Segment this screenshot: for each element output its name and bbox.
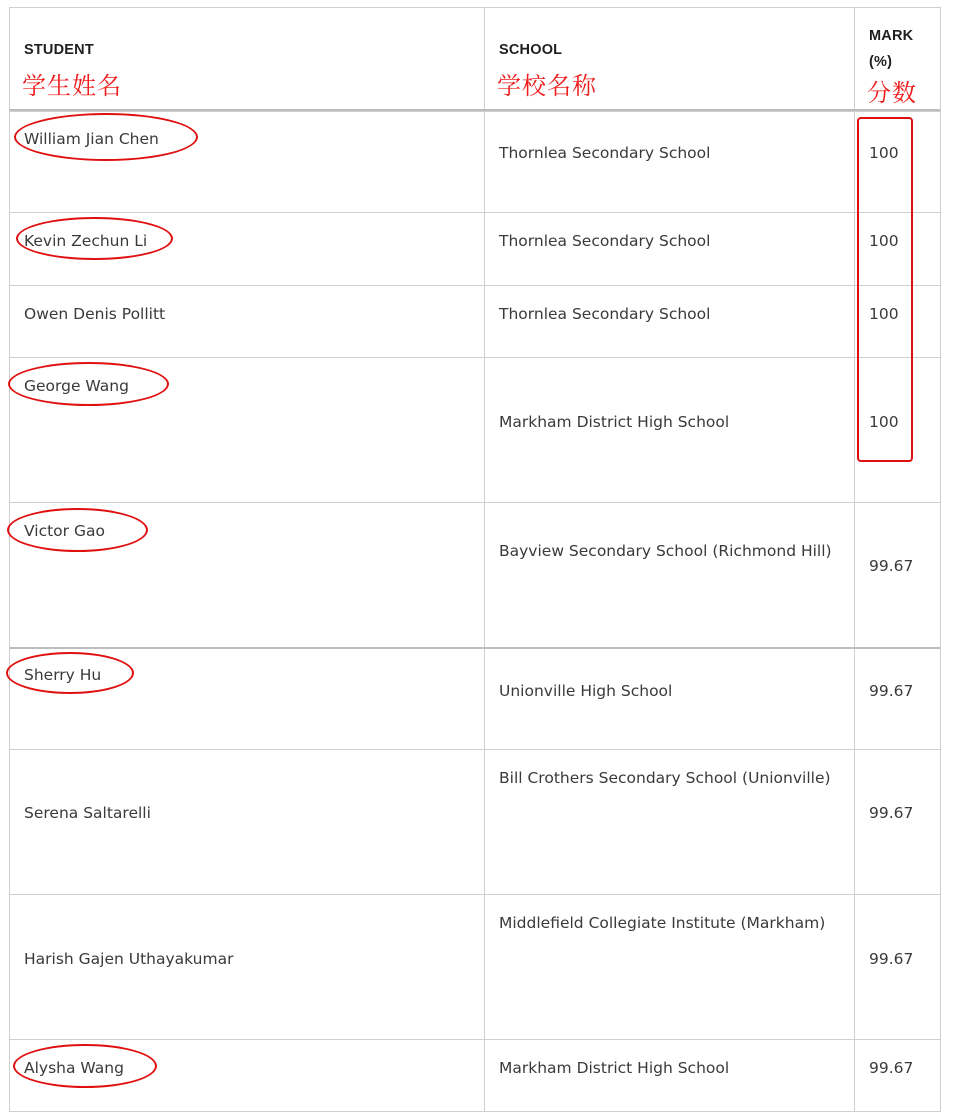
header-school-cell (485, 8, 855, 109)
table-row (10, 285, 940, 357)
student-name: Owen Denis Pollitt (24, 305, 166, 323)
header-mark: MARK (869, 28, 914, 44)
table-row (10, 894, 940, 1039)
mark-value: 99.67 (869, 557, 914, 575)
school-name: Middlefield Collegiate Institute (Markham) (499, 914, 826, 932)
mark-value: 100 (869, 413, 899, 431)
school-name: Unionville High School (499, 682, 673, 700)
header-school: SCHOOL (499, 42, 563, 58)
mark-value: 99.67 (869, 804, 914, 822)
student-name: Victor Gao (24, 522, 105, 540)
mark-value: 100 (869, 232, 899, 250)
school-name: Bill Crothers Secondary School (Unionville) (499, 769, 831, 787)
mark-value: 99.67 (869, 950, 914, 968)
student-name: Sherry Hu (24, 666, 102, 684)
annotation-oval-victor (7, 508, 148, 552)
header-school-cn: 学校名称 (497, 72, 597, 100)
table-row (10, 749, 940, 894)
annotation-oval-sherry (6, 652, 134, 694)
student-name: William Jian Chen (24, 130, 159, 148)
school-name: Markham District High School (499, 1059, 730, 1077)
school-name: Thornlea Secondary School (499, 144, 711, 162)
table-row (10, 502, 940, 647)
header-student-cell (10, 8, 485, 109)
header-mark-cn: 分数 (867, 79, 917, 107)
mark-value: 99.67 (869, 682, 914, 700)
header-student: STUDENT (24, 42, 94, 58)
mark-value: 99.67 (869, 1059, 914, 1077)
table-row (10, 647, 940, 749)
student-name: Serena Saltarelli (24, 804, 151, 822)
student-name: Alysha Wang (24, 1059, 124, 1077)
header-student-cn: 学生姓名 (22, 72, 122, 100)
annotation-oval-william (14, 113, 198, 161)
school-name: Thornlea Secondary School (499, 305, 711, 323)
header-mark-cell (855, 8, 940, 109)
mark-value: 100 (869, 305, 899, 323)
results-table (9, 7, 941, 1112)
school-name: Thornlea Secondary School (499, 232, 711, 250)
student-name: George Wang (24, 377, 129, 395)
school-name: Bayview Secondary School (Richmond Hill) (499, 542, 832, 560)
annotation-oval-alysha (13, 1044, 157, 1088)
annotation-oval-george (8, 362, 169, 406)
student-name: Kevin Zechun Li (24, 232, 148, 250)
mark-value: 100 (869, 144, 899, 162)
student-name: Harish Gajen Uthayakumar (24, 950, 234, 968)
school-name: Markham District High School (499, 413, 730, 431)
table-header-row (10, 8, 940, 109)
header-mark-unit: (%) (869, 54, 893, 70)
annotation-oval-kevin (16, 217, 173, 260)
annotation-box-marks (857, 117, 913, 462)
